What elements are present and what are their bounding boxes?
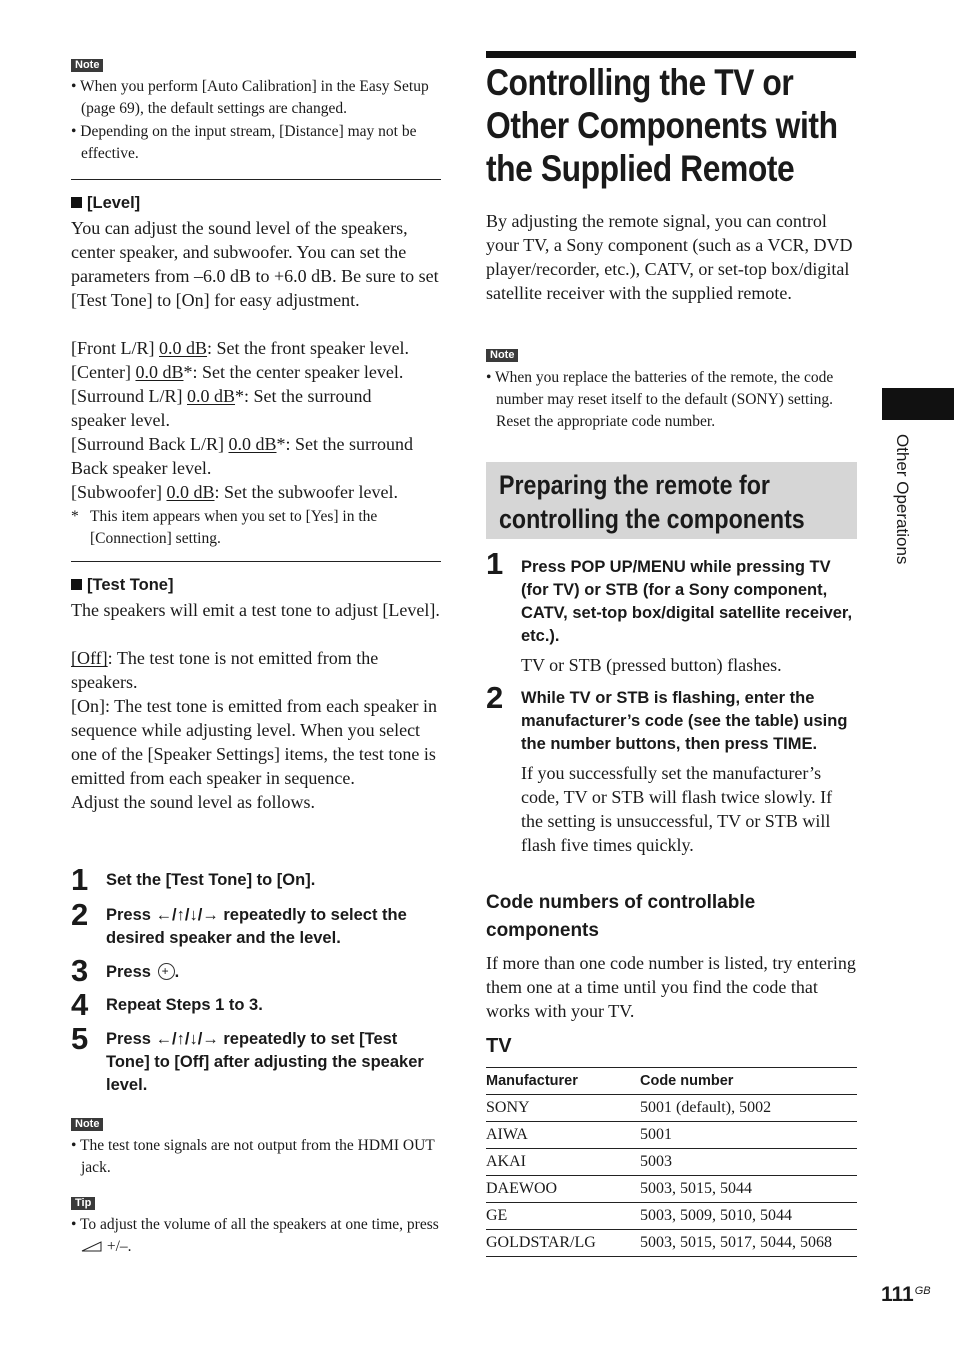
left-step-3 (71, 953, 443, 988)
note-2 (71, 1114, 441, 1179)
step-detail: TV or STB (pressed button) flashes. (521, 655, 782, 675)
code-cell: 5003 (640, 1149, 857, 1176)
step-text: Repeat Steps 1 to 3. (106, 996, 263, 1014)
step-number: 2 (71, 897, 89, 932)
step-number: 3 (71, 953, 89, 988)
test-tone-adjust: Adjust the sound level as follows. (71, 792, 315, 812)
left-step-2 (71, 899, 443, 950)
level-section (71, 192, 443, 550)
note-1 (71, 55, 441, 165)
manufacturer-cell: AKAI (486, 1149, 640, 1176)
table-row (486, 1149, 857, 1176)
level-intro: You can adjust the sound level of the speakers, center speaker, and subwoofer. You can set the parameters from –6.0 dB to +6.0 dB. Be sure to set [Test Tone] to [On] for easy adjustment. (71, 218, 439, 310)
side-tab-marker (882, 388, 954, 420)
code-table (486, 1067, 857, 1257)
test-tone-off: [Off]: The test tone is not emitted from the speakers. (71, 648, 379, 692)
tip-badge: Tip (71, 1197, 95, 1210)
step-detail: If you successfully set the manufacturer’s code, TV or STB will flash twice slowly. If the setting is unsuccessful, TV or STB will flash five times quickly. (521, 763, 833, 855)
level-row: [Surround Back L/R] 0.0 dB*: Set the surround (71, 434, 413, 454)
step-number: 4 (71, 987, 89, 1022)
manufacturer-cell: SONY (486, 1095, 640, 1122)
level-heading: [Level] (71, 192, 443, 215)
note-item: • When you replace the batteries of the remote, the code number may reset itself to the default (SONY) setting. Reset the appropriate code number. (486, 369, 834, 430)
code-intro: If more than one code number is listed, try entering them one at a time until you find the code that works with your TV. (486, 953, 856, 1021)
tip (71, 1193, 441, 1258)
note-item: • The test tone signals are not output from the HDMI OUT jack. (71, 1137, 435, 1176)
volume-icon (81, 1240, 103, 1252)
code-cell: 5003, 5015, 5017, 5044, 5068 (640, 1230, 857, 1257)
left-step-4 (71, 987, 443, 1022)
note-badge: Note (486, 349, 518, 362)
level-row: Back speaker level. (71, 458, 212, 478)
level-rows (71, 336, 443, 504)
tip-item: • To adjust the volume of all the speakers at one time, press +/–. (71, 1216, 439, 1255)
note-item: • Depending on the input stream, [Distance] may not be effective. (71, 123, 417, 162)
test-tone-on: [On]: The test tone is emitted from each speaker in sequence while adjusting level. When you select one of the [Speaker Settings] items, the test tone is emitted from each speaker in sequence. (71, 696, 438, 788)
level-row: [Center] 0.0 dB*: Set the center speaker level. (71, 362, 404, 382)
step-text: Press ←/↑/↓/→ repeatedly to set [Test Tone] to [Off] after adjusting the speaker level. (106, 1030, 424, 1094)
subsection-banner (486, 462, 857, 539)
page-number: $111^{GB}$ (881, 1283, 931, 1306)
square-bullet-icon (71, 197, 82, 208)
divider (71, 561, 441, 562)
divider (71, 179, 441, 180)
level-row: [Subwoofer] 0.0 dB: Set the subwoofer level. (71, 482, 398, 502)
manufacturer-cell: DAEWOO (486, 1176, 640, 1203)
step-text: Press + . (106, 955, 443, 984)
side-tab-label: Other Operations (893, 434, 912, 565)
enter-button-icon (158, 963, 175, 980)
left-step-5 (71, 1023, 443, 1097)
left-step-1 (71, 862, 443, 897)
step-text: While TV or STB is flashing, enter the manufacturer’s code (see the table) using the number buttons, then press TIME. (521, 689, 848, 753)
subsection-title: Preparing the remote for (499, 470, 770, 500)
table-row (486, 1095, 857, 1122)
square-bullet-icon (71, 579, 82, 590)
test-tone-heading: [Test Tone] (71, 574, 443, 597)
subsection-title: controlling the components (499, 504, 805, 534)
manufacturer-cell: GOLDSTAR/LG (486, 1230, 640, 1257)
table-row (486, 1230, 857, 1257)
code-cell: 5001 (640, 1122, 857, 1149)
note-badge: Note (71, 1118, 103, 1131)
right-step-1 (486, 548, 858, 677)
level-row: [Surround L/R] 0.0 dB*: Set the surround (71, 386, 372, 406)
intro-paragraph: By adjusting the remote signal, you can control your TV, a Sony component (such as a VCR, DVD player/recorder, etc.), CATV, or set-top box/digital satellite receiver with the supplied remote. (486, 211, 853, 303)
step-text: Press ←/↑/↓/→ repeatedly to select the desired speaker and the level. (106, 906, 407, 947)
test-tone-section (71, 574, 443, 814)
test-tone-intro: The speakers will emit a test tone to adjust [Level]. (71, 600, 440, 620)
table-row (486, 1203, 857, 1230)
note-item: • When you perform [Auto Calibration] in the Easy Setup (page 69), the default settings are changed. (71, 78, 429, 117)
step-number: 1 (71, 862, 89, 897)
code-cell: 5003, 5015, 5044 (640, 1176, 857, 1203)
note-badge: Note (71, 59, 103, 72)
title-rule (486, 51, 856, 58)
table-header-manufacturer: Manufacturer (486, 1068, 640, 1095)
tv-heading: TV (486, 1035, 512, 1057)
step-text: Set the [Test Tone] to [On]. (106, 871, 316, 889)
step-number: 2 (486, 680, 504, 715)
table-header-code: Code number (640, 1068, 857, 1095)
page-title: Controlling the TV or Other Components with the Supplied Remote (486, 62, 838, 189)
manufacturer-cell: AIWA (486, 1122, 640, 1149)
footnote: * This item appears when you set to [Yes] in the [Connection] setting. (71, 508, 378, 547)
step-number: 1 (486, 546, 504, 581)
right-step-2 (486, 682, 858, 857)
code-cell: 5003, 5009, 5010, 5044 (640, 1203, 857, 1230)
table-row (486, 1176, 857, 1203)
code-heading: Code numbers of controllable components (486, 892, 756, 941)
note-3 (486, 345, 856, 433)
step-text: Press POP UP/MENU while pressing TV (for TV) or STB (for a Sony component, CATV, set-top box/digital satellite receiver, etc.). (521, 558, 853, 645)
level-row: speaker level. (71, 410, 170, 430)
table-row (486, 1122, 857, 1149)
manufacturer-cell: GE (486, 1203, 640, 1230)
step-number: 5 (71, 1021, 89, 1056)
code-cell: 5001 (default), 5002 (640, 1095, 857, 1122)
level-row: [Front L/R] 0.0 dB: Set the front speaker level. (71, 338, 409, 358)
